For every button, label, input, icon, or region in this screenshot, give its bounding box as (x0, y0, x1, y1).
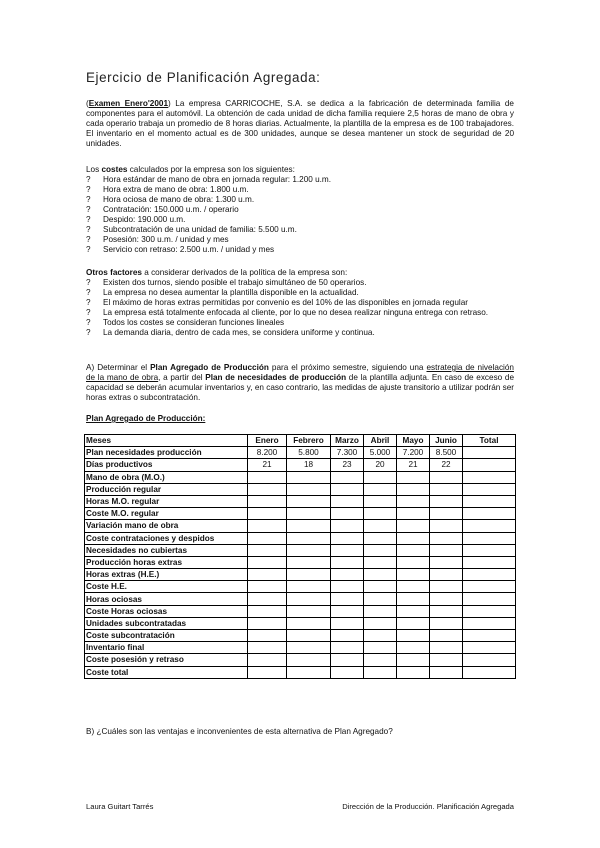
table-cell (287, 617, 331, 629)
bullet-glyph: ? (86, 225, 91, 234)
bullet-glyph: ? (86, 245, 91, 254)
question-b: B) ¿Cuáles son las ventajas e inconvenientes de esta alternativa de Plan Agregado? (86, 727, 393, 736)
question-a-underline: estrategia de nivelación de la mano de obra (86, 363, 514, 382)
table-cell (331, 630, 364, 642)
table-cell (397, 483, 430, 495)
table-row (85, 605, 516, 617)
row-label: Horas M.O. regular (85, 495, 248, 507)
table-cell: 20 (364, 459, 397, 471)
factors-list (86, 278, 514, 338)
table-cell (463, 581, 516, 593)
list-item-text: Posesión: 300 u.m. / unidad y mes (103, 235, 229, 244)
table-cell (397, 666, 430, 678)
factors-intro (86, 268, 514, 278)
row-label: Producción horas extras (85, 556, 248, 568)
table-cell (397, 630, 430, 642)
table-cell (248, 556, 287, 568)
table-cell (248, 508, 287, 520)
table-cell (331, 532, 364, 544)
table-cell (397, 520, 430, 532)
table-cell (463, 593, 516, 605)
question-a (86, 363, 514, 403)
table-cell (287, 471, 331, 483)
question-a-bold: Plan Agregado de Producción (150, 363, 269, 372)
footer-course: Dirección de la Producción. Planificación Agregada (342, 802, 514, 811)
table-cell (430, 532, 463, 544)
table-cell: 7.200 (397, 447, 430, 459)
table-cell (463, 520, 516, 532)
intro-close-paren: ) (168, 99, 171, 108)
table-header-row (85, 435, 516, 447)
table-row (85, 581, 516, 593)
question-a-text: , a partir del (158, 373, 206, 382)
table-cell (331, 605, 364, 617)
table-cell (430, 483, 463, 495)
table-row (85, 630, 516, 642)
table-cell (248, 520, 287, 532)
table-cell (287, 581, 331, 593)
table-row (85, 447, 516, 459)
table-cell (248, 569, 287, 581)
footer-author: Laura Guitart Tarrés (86, 802, 154, 811)
costs-intro (86, 165, 514, 175)
plan-table (84, 434, 516, 679)
table-cell (331, 471, 364, 483)
table-cell (463, 544, 516, 556)
table-cell (331, 483, 364, 495)
table-cell (248, 642, 287, 654)
row-label: Coste Horas ociosas (85, 605, 248, 617)
list-item-text: Todos los costes se consideran funciones lineales (103, 318, 285, 327)
table-row (85, 642, 516, 654)
list-item-text: La demanda diaria, dentro de cada mes, se considera uniforme y continua. (103, 328, 375, 337)
list-item-text: Despido: 190.000 u.m. (103, 215, 186, 224)
table-cell (364, 569, 397, 581)
table-cell (397, 654, 430, 666)
intro-text: La empresa CARRICOCHE, S.A. se dedica a la fabricación de determinada familia de componentes para el automóvil. La obtención de cada unidad de dicha familia requiere 2,5 horas de mano de obra y cada operario trabaja un promedio de 8 horas diarias. Actualmente, la plantilla de la empresa es de 100 trabajadores. El inventario en el momento actual es de 300 unidades, aunque se desea mantener un stock de seguridad de 20 unidades. (86, 99, 514, 148)
table-cell (397, 471, 430, 483)
bullet-glyph: ? (86, 278, 91, 287)
table-cell (463, 508, 516, 520)
table-cell (331, 520, 364, 532)
table-cell (287, 642, 331, 654)
table-cell (430, 471, 463, 483)
table-cell (287, 508, 331, 520)
table-header-cell: Meses (85, 435, 248, 447)
table-cell (331, 666, 364, 678)
table-cell (331, 654, 364, 666)
row-label: Coste H.E. (85, 581, 248, 593)
table-cell (430, 569, 463, 581)
table-cell (463, 556, 516, 568)
table-row (85, 520, 516, 532)
table-header-cell: Enero (248, 435, 287, 447)
row-label: Coste subcontratación (85, 630, 248, 642)
table-cell (364, 654, 397, 666)
exercise-title: Ejercicio de Planificación Agregada: (86, 70, 321, 85)
table-cell (287, 569, 331, 581)
table-cell (248, 483, 287, 495)
table-cell: 18 (287, 459, 331, 471)
list-item-text: Subcontratación de una unidad de familia: 5.500 u.m. (103, 225, 297, 234)
table-cell (364, 544, 397, 556)
table-row (85, 471, 516, 483)
bullet-glyph: ? (86, 328, 91, 337)
table-cell (331, 581, 364, 593)
table-cell (287, 666, 331, 678)
list-item-text: Hora ociosa de mano de obra: 1.300 u.m. (103, 195, 255, 204)
table-cell: 22 (430, 459, 463, 471)
table-cell (248, 581, 287, 593)
row-label: Horas ociosas (85, 593, 248, 605)
bullet-glyph: ? (86, 205, 91, 214)
row-label: Plan necesidades producción (85, 447, 248, 459)
table-cell (248, 666, 287, 678)
table-cell (397, 544, 430, 556)
table-cell (364, 471, 397, 483)
table-cell (463, 495, 516, 507)
table-cell (287, 556, 331, 568)
list-item (86, 225, 514, 235)
table-cell (287, 495, 331, 507)
table-cell (331, 495, 364, 507)
table-cell (248, 605, 287, 617)
table-cell (248, 630, 287, 642)
table-cell (364, 483, 397, 495)
table-cell (397, 495, 430, 507)
list-item-text: Hora estándar de mano de obra en jornada regular: 1.200 u.m. (103, 175, 332, 184)
table-cell (287, 483, 331, 495)
table-cell (331, 617, 364, 629)
table-cell (463, 471, 516, 483)
table-cell (463, 666, 516, 678)
row-label: Coste total (85, 666, 248, 678)
row-label: Necesidades no cubiertas (85, 544, 248, 556)
table-cell (430, 593, 463, 605)
table-cell (364, 630, 397, 642)
table-cell (248, 654, 287, 666)
table-cell (430, 630, 463, 642)
table-cell: 7.300 (331, 447, 364, 459)
row-label: Variación mano de obra (85, 520, 248, 532)
question-a-bold: Plan de necesidades de producción (205, 373, 347, 382)
table-cell (287, 593, 331, 605)
table-cell (397, 593, 430, 605)
bullet-glyph: ? (86, 298, 91, 307)
factors-suffix: a considerar derivados de la política de la empresa son: (141, 268, 348, 277)
table-cell (287, 605, 331, 617)
row-label: Inventario final (85, 642, 248, 654)
table-cell (430, 556, 463, 568)
table-cell (248, 471, 287, 483)
list-item (86, 288, 514, 298)
factors-keyword: Otros factores (86, 268, 142, 277)
table-cell (364, 593, 397, 605)
row-label: Horas extras (H.E.) (85, 569, 248, 581)
list-item-text: La empresa no desea aumentar la plantilla disponible en la actualidad. (103, 288, 359, 297)
table-cell (364, 581, 397, 593)
list-item (86, 185, 514, 195)
table-cell (463, 532, 516, 544)
factors-section (86, 268, 514, 338)
list-item-text: Hora extra de mano de obra: 1.800 u.m. (103, 185, 249, 194)
table-header-cell: Junio (430, 435, 463, 447)
table-cell (248, 544, 287, 556)
table-cell (463, 630, 516, 642)
table-cell (331, 556, 364, 568)
list-item (86, 245, 514, 255)
bullet-glyph: ? (86, 185, 91, 194)
list-item-text: La empresa está totalmente enfocada al cliente, por lo que no desea realizar ninguna entrega con retraso. (103, 308, 489, 317)
table-row (85, 666, 516, 678)
bullet-glyph: ? (86, 195, 91, 204)
table-cell (331, 593, 364, 605)
bullet-glyph: ? (86, 308, 91, 317)
table-cell (331, 508, 364, 520)
table-header-cell: Total (463, 435, 516, 447)
table-cell (287, 532, 331, 544)
bullet-glyph: ? (86, 318, 91, 327)
table-cell (463, 617, 516, 629)
plan-heading: Plan Agregado de Producción: (86, 414, 206, 423)
table-cell (430, 642, 463, 654)
table-header-cell: Mayo (397, 435, 430, 447)
table-cell (248, 495, 287, 507)
table-cell (430, 581, 463, 593)
table-row (85, 593, 516, 605)
question-a-text: A) Determinar el (86, 363, 151, 372)
costs-list (86, 175, 514, 255)
table-row (85, 483, 516, 495)
table-cell (430, 520, 463, 532)
table-header-cell: Febrero (287, 435, 331, 447)
table-cell (364, 605, 397, 617)
table-row (85, 532, 516, 544)
table-cell (397, 642, 430, 654)
table-cell (430, 654, 463, 666)
table-row (85, 617, 516, 629)
table-cell: 21 (397, 459, 430, 471)
table-cell: 21 (248, 459, 287, 471)
costs-suffix: calculados por la empresa son los siguientes: (127, 165, 295, 174)
table-body (85, 447, 516, 679)
question-a-text: de la plantilla adjunta. En caso de exceso de capacidad se deberán acumular inventarios y, en caso contrario, las medidas de ajuste transitorio a utilizar podrán ser horas extras o subcontratación. (86, 373, 514, 402)
costs-section (86, 165, 514, 255)
table-cell: 5.800 (287, 447, 331, 459)
list-item (86, 195, 514, 205)
intro-open-paren: ( (86, 99, 89, 108)
list-item (86, 175, 514, 185)
table-cell (430, 617, 463, 629)
table-row (85, 544, 516, 556)
table-cell (430, 495, 463, 507)
table-header-cell: Abril (364, 435, 397, 447)
table-cell (463, 654, 516, 666)
table-row (85, 508, 516, 520)
row-label: Unidades subcontratadas (85, 617, 248, 629)
table-cell (463, 447, 516, 459)
list-item (86, 298, 514, 308)
list-item (86, 308, 514, 318)
table-row (85, 459, 516, 471)
list-item-text: Servicio con retraso: 2.500 u.m. / unidad y mes (103, 245, 275, 254)
table-cell (430, 508, 463, 520)
row-label: Coste contrataciones y despidos (85, 532, 248, 544)
table-cell (463, 569, 516, 581)
table-row (85, 495, 516, 507)
table-cell: 5.000 (364, 447, 397, 459)
list-item (86, 318, 514, 328)
table-cell (364, 508, 397, 520)
table-cell (463, 605, 516, 617)
table-row (85, 569, 516, 581)
table-cell (430, 544, 463, 556)
table-cell: 8.200 (248, 447, 287, 459)
bullet-glyph: ? (86, 175, 91, 184)
table-cell (430, 605, 463, 617)
table-cell (287, 520, 331, 532)
list-item-text: El máximo de horas extras permitidas por convenio es del 10% de las disponibles en jornada regular (103, 298, 468, 307)
table-cell (364, 495, 397, 507)
table-cell: 8.500 (430, 447, 463, 459)
table-cell (364, 666, 397, 678)
table-cell (248, 532, 287, 544)
table-cell (364, 642, 397, 654)
table-cell (364, 556, 397, 568)
row-label: Mano de obra (M.O.) (85, 471, 248, 483)
table-cell (463, 642, 516, 654)
table-row (85, 654, 516, 666)
row-label: Coste posesión y retraso (85, 654, 248, 666)
list-item (86, 278, 514, 288)
table-cell (397, 581, 430, 593)
bullet-glyph: ? (86, 235, 91, 244)
table-cell (287, 654, 331, 666)
table-cell (397, 569, 430, 581)
bullet-glyph: ? (86, 215, 91, 224)
costs-prefix: Los (86, 165, 102, 174)
table-cell (463, 483, 516, 495)
table-cell (463, 459, 516, 471)
table-cell (248, 593, 287, 605)
row-label: Producción regular (85, 483, 248, 495)
row-label: Coste M.O. regular (85, 508, 248, 520)
bullet-glyph: ? (86, 288, 91, 297)
list-item (86, 235, 514, 245)
table-cell (397, 617, 430, 629)
table-cell (397, 605, 430, 617)
question-a-text: para el próximo semestre, siguiendo una (268, 363, 427, 372)
table-cell (364, 532, 397, 544)
table-cell (287, 630, 331, 642)
list-item-text: Existen dos turnos, siendo posible el trabajo simultáneo de 50 operarios. (103, 278, 367, 287)
table-header-cell: Marzo (331, 435, 364, 447)
costs-keyword: costes (101, 165, 128, 174)
list-item-text: Contratación: 150.000 u.m. / operario (103, 205, 239, 214)
table-cell (331, 642, 364, 654)
table-cell (397, 532, 430, 544)
table-row (85, 556, 516, 568)
table-cell (397, 556, 430, 568)
list-item (86, 215, 514, 225)
row-label: Días productivos (85, 459, 248, 471)
table-cell (364, 617, 397, 629)
table-cell (248, 617, 287, 629)
list-item (86, 328, 514, 338)
intro-paragraph (86, 99, 514, 149)
table-cell (397, 508, 430, 520)
table-cell: 23 (331, 459, 364, 471)
table-cell (287, 544, 331, 556)
table-cell (331, 544, 364, 556)
list-item (86, 205, 514, 215)
exam-label: Examen Enero'2001 (88, 99, 169, 108)
table-cell (430, 666, 463, 678)
table-cell (364, 520, 397, 532)
table-cell (331, 569, 364, 581)
